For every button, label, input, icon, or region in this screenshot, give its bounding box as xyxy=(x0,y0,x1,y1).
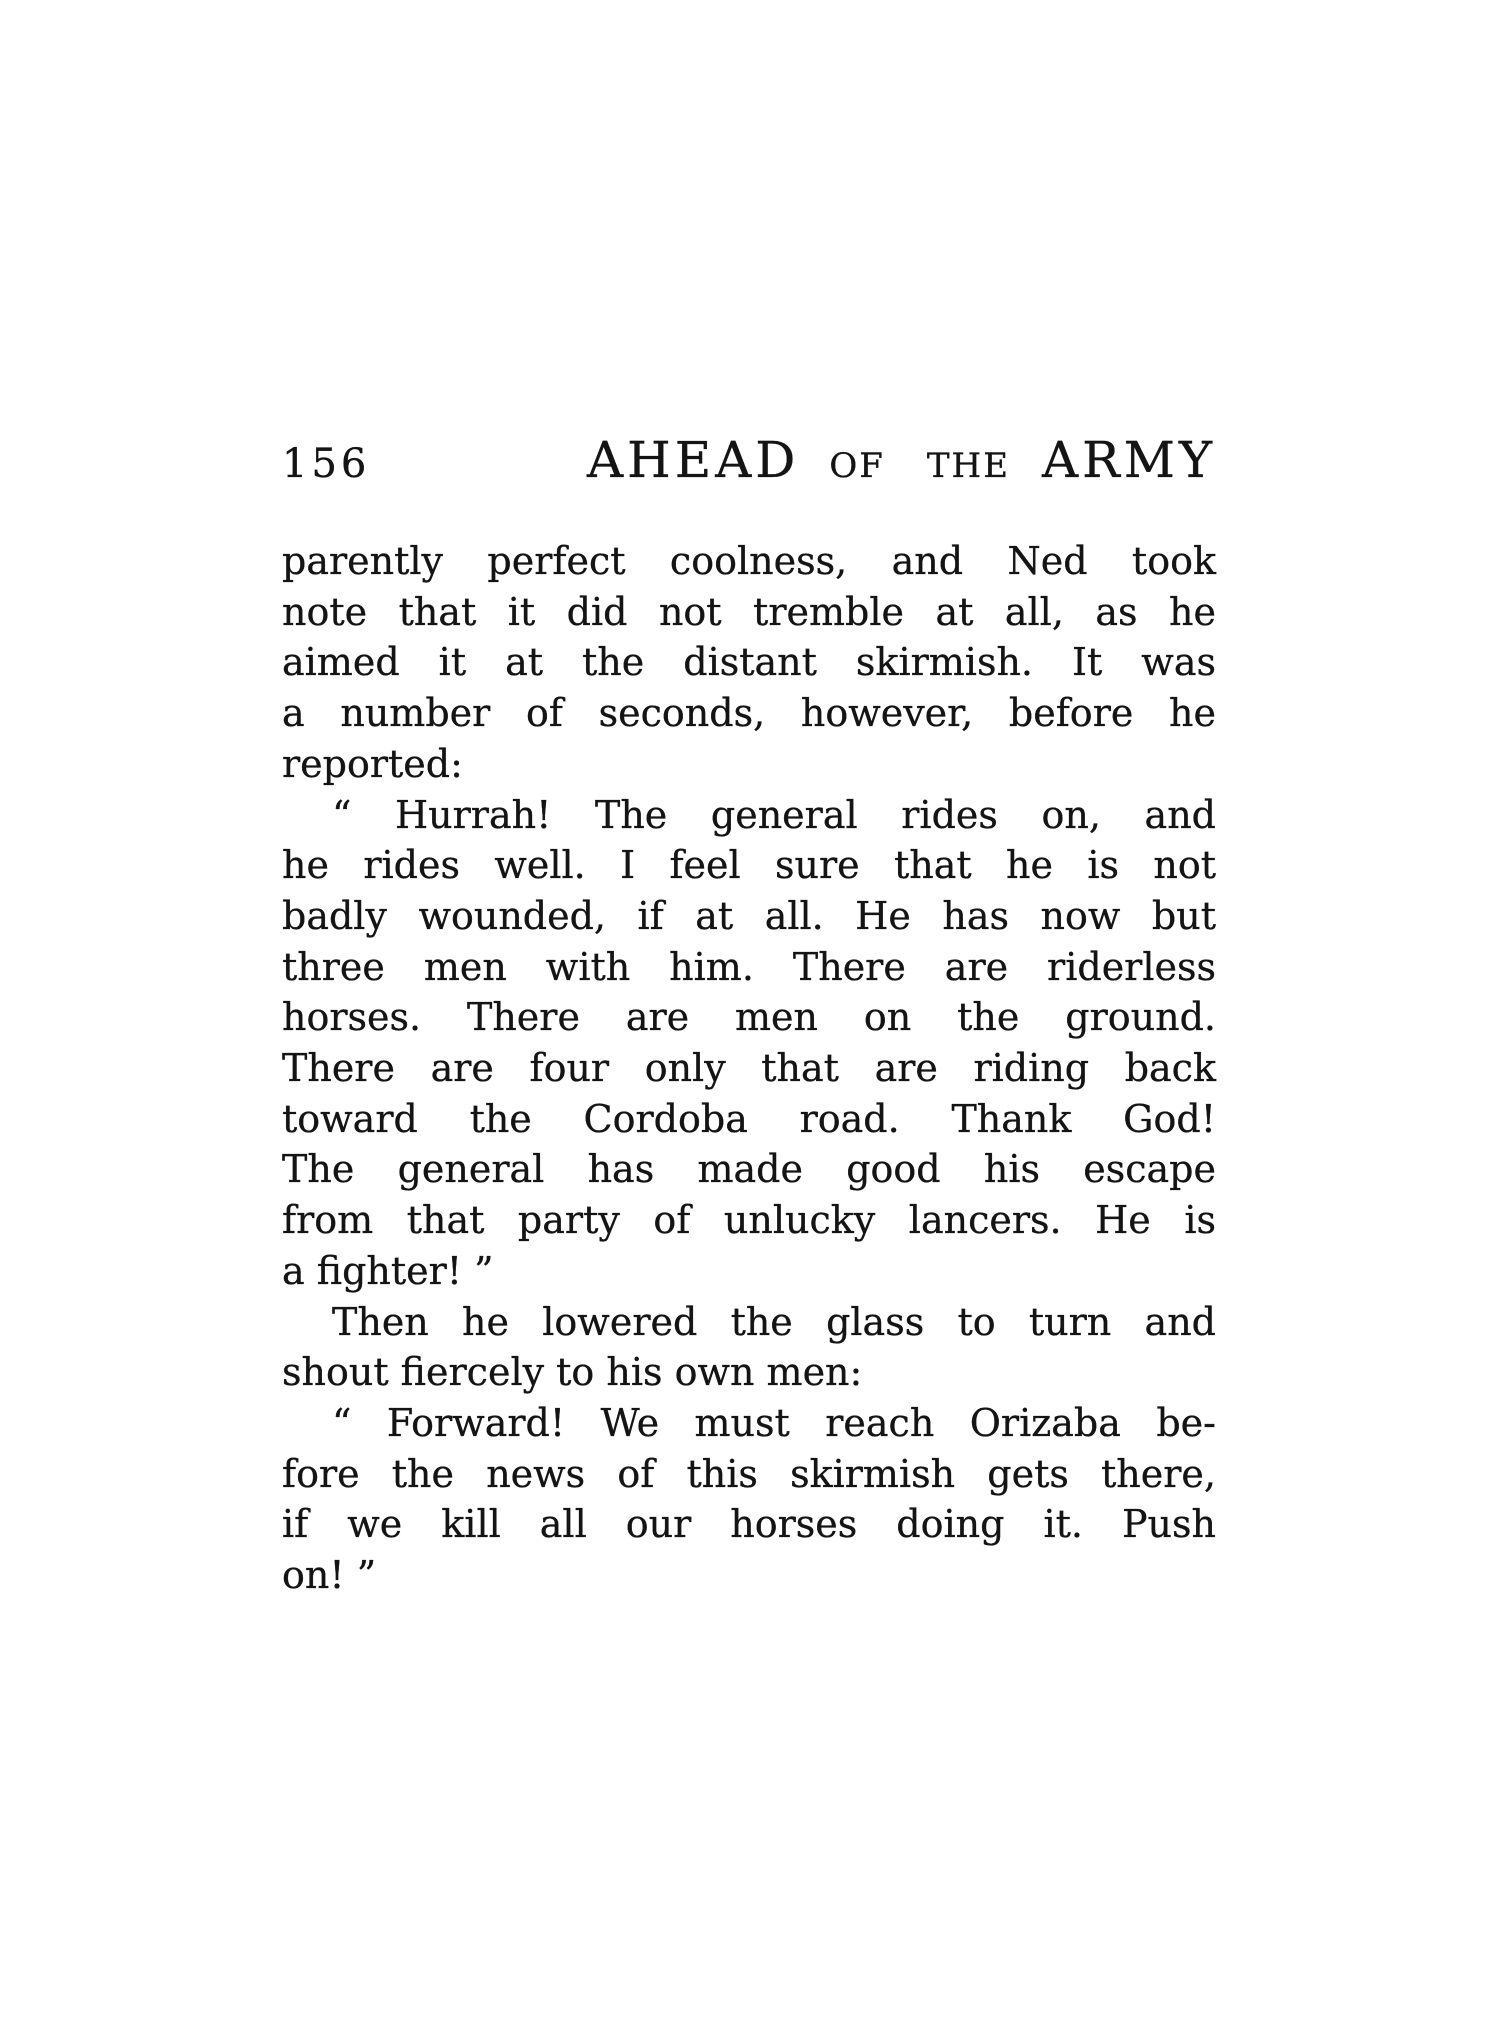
text-line: three men with him. There are riderless xyxy=(282,944,1216,989)
text-line: toward the Cordoba road. Thank God! xyxy=(282,1096,1216,1141)
body-text xyxy=(282,536,1216,1601)
text-line: he rides well. I feel sure that he is not xyxy=(282,843,1216,888)
running-title xyxy=(587,433,1216,487)
title-word: OF xyxy=(829,446,885,486)
text-line: reported: xyxy=(282,741,463,786)
text-line: There are four only that are riding back xyxy=(282,1046,1216,1091)
page-header xyxy=(282,433,1216,491)
title-word: ARMY xyxy=(1042,431,1216,489)
title-word: AHEAD xyxy=(586,431,800,489)
text-line: fore the news of this skirmish gets there, xyxy=(282,1451,1216,1496)
text-line: a fighter! ” xyxy=(282,1248,494,1293)
title-word: THE xyxy=(926,446,1011,486)
page-number: 156 xyxy=(282,441,371,487)
text-line: aimed it at the distant skirmish. It was xyxy=(282,640,1216,685)
text-line: shout fiercely to his own men: xyxy=(282,1350,863,1395)
text-line: note that it did not tremble at all, as he xyxy=(282,589,1216,634)
text-line: “ Forward! We must reach Orizaba be- xyxy=(332,1400,1216,1445)
text-line: parently perfect coolness, and Ned took xyxy=(282,539,1216,583)
text-line: horses. There are men on the ground. xyxy=(282,995,1216,1040)
text-line: if we kill all our horses doing it. Push xyxy=(282,1502,1216,1547)
text-line: The general has made good his escape xyxy=(282,1147,1216,1192)
text-line: a number of seconds, however, before he xyxy=(282,691,1216,736)
text-line: on! ” xyxy=(282,1553,377,1598)
text-line: Then he lowered the glass to turn and xyxy=(332,1299,1216,1344)
text-line: badly wounded, if at all. He has now but xyxy=(282,893,1216,938)
text-line: “ Hurrah! The general rides on, and xyxy=(332,792,1216,837)
text-line: from that party of unlucky lancers. He is xyxy=(282,1198,1216,1243)
